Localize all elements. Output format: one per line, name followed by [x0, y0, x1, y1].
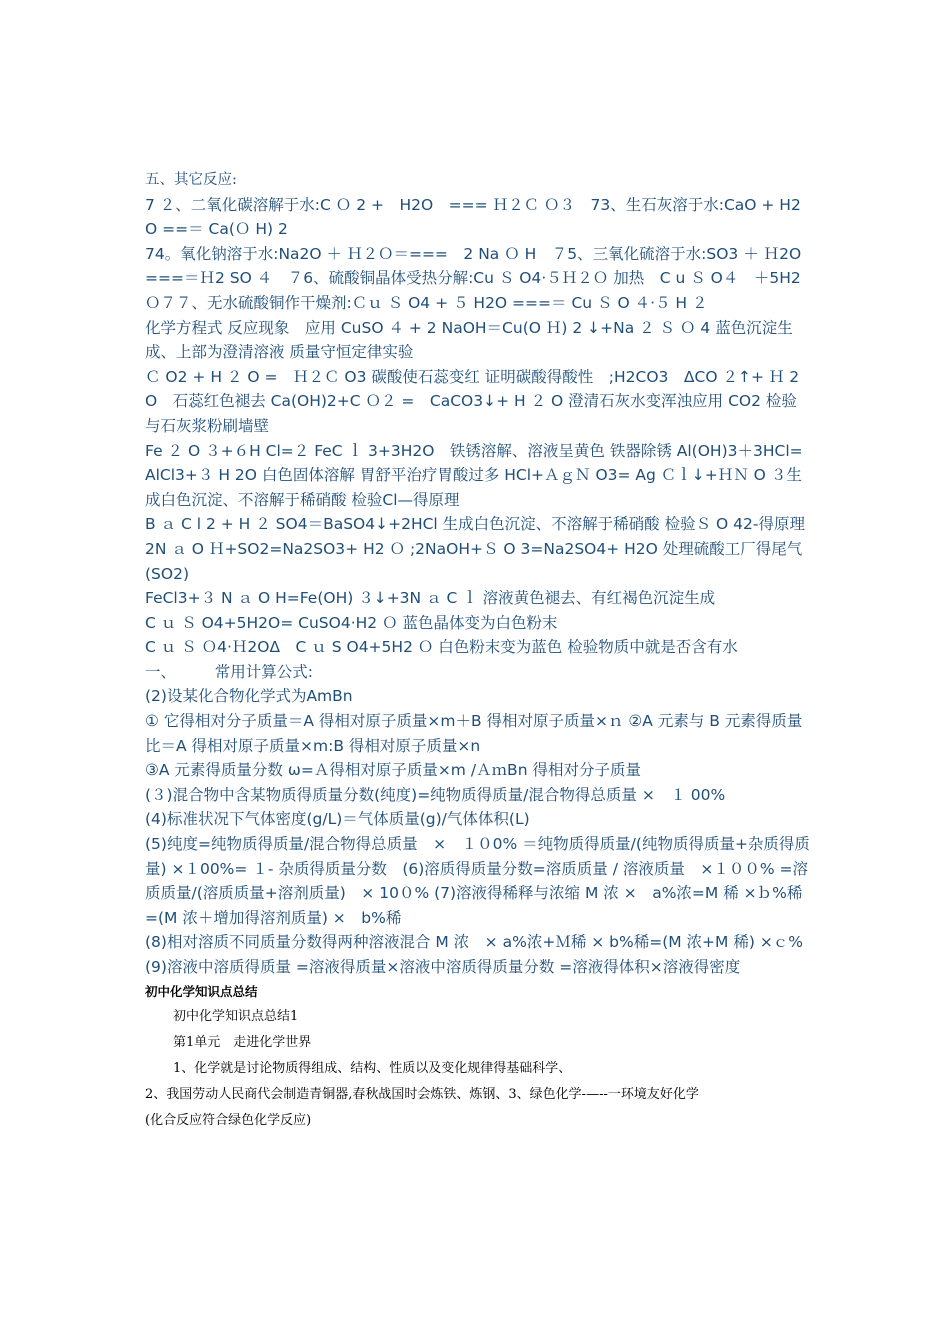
unit-title: 第1单元 走进化学世界	[173, 1034, 312, 1050]
paragraph-cuso4-water-test: C ｕ Ｓ Ｏ4·Ｈ2OΔ C ｕ S O4+5H2 Ｏ 白色粉末变为蓝色 检验物质中就是否含有水	[145, 638, 738, 657]
paragraph-fecl3: FeCl3+３ N ａ O H=Fe(OH) ３↓+3N ａ C ｌ 溶液黄色褪去、有红褐色沉淀生成	[145, 589, 716, 608]
section-title-formulas: 一、 常用计算公式:	[145, 662, 313, 681]
paragraph-cuso4-naoh: 化学方程式 反应现象 应用 ﻿CuSO ４ + 2 NaOH＝Cu(O Ｈ) 2 ↓+Na ２ Ｓ Ｏ 4 蓝色沉淀生成、上部为澄清溶液 质量守恒定律实验	[145, 318, 793, 362]
knowledge-summary-section	[145, 980, 810, 1134]
point-2: 2、我国劳动人民商代会制造青铜器,春秋战国时会炼铁、炼钢、3﻿、绿色化学-—--一环境友好化学	[145, 1086, 699, 1102]
paragraph-fe2o3-hcl: Fe ２ O ３+６H Cl=２ FeC ｌ 3+3H2O 铁锈溶解、溶液呈黄色 铁器除锈 ﻿Al(OH)3＋3HCl=AlCl3+３ H 2O 白色固体溶解 胃舒平治疗胃酸过多 ﻿HCl+ＡｇＮ O3= Ag Ｃｌ↓+ＨＮ O ３生成白色沉淀、不溶解于稀硝酸 检验Cl—得原理	[145, 441, 803, 509]
formula-relative-mass: ① 它得相对分子质量＝A 得相对原子质量×m＋B 得相对原子质量×ｎ ﻿②A 元素与 B 元素得质量比＝A 得相对原子质量×m:B 得相对原子质量×n	[145, 712, 803, 755]
point-2-continued: (化合反应符合绿色化学反应)	[145, 1112, 312, 1128]
document-page	[145, 168, 817, 1134]
paragraph-cuso4-crystal: C ｕ Ｓ O4+5H2O= CuSO4·H2 Ｏ 蓝色晶体变为白色粉末	[145, 613, 558, 632]
paragraph-carbonic-acid: Ｃ O2 + H ２ O = Ｈ２Ｃ O3 碳酸使石蕊变红 证明碳酸得酸性 ;H2CO3 ΔCO ２↑+ Ｈ 2O 石蕊红色褪去 ﻿Ca(OH)2+C Ｏ２ = CaCO3↓+ H ２ O 澄清石灰水变浑浊应用 CO2 检验与石灰浆粉刷墙壁	[145, 367, 800, 435]
subheading: 初中化学知识点总结1	[173, 1008, 299, 1024]
formula-ambn: (2)设某化合物化学式为AmBn	[145, 687, 353, 706]
section-heading: 初中化学知识点总结	[145, 983, 258, 999]
formula-purity-fraction: (３)混合物中含某物质得质量分数(纯度)=纯物质得质量/混合物得总质量 × １ 00%	[145, 785, 726, 804]
paragraph-bacl2: B ａ C l 2 + H ２ SO4＝BaSO4↓+2HCl 生成白色沉淀、不溶解于稀硝酸 检验Ｓ O 42-得原理	[145, 515, 805, 534]
formula-mass-fraction: ③A 元素得质量分数 ω=Ａ得相对原子质量×m /ＡｍBn 得相对分子质量	[145, 761, 641, 780]
paragraph-naoh-so2: 2N ａ O Ｈ+SO2=Na2SO3+ H2 Ｏ ;2NaOH+Ｓ O 3=Na2SO4+ H2O 处理硫酸工厂得尾气(SO2)	[145, 539, 803, 583]
section-title-other-reactions: 五、其它反应:	[145, 172, 237, 188]
formula-purity-dilution: (5)纯度=纯物质得质量/混合物得总质量 × １０0% ＝纯物质得质量/(纯物质得质量+杂质得质量) ×１00%= １﻿- 杂质得质量分数 (6)﻿溶质得质量分数=溶质质量 / 溶液质量 ×１００% =溶质质量/(溶质质量+溶剂质量) × 10０% (7)﻿溶液得稀释与浓缩 ﻿M 浓 × a%浓=M 稀 ×ｂ%稀=(M 浓＋增加得溶剂质量) × b%稀	[145, 835, 810, 927]
reaction-and-formula-section	[145, 168, 817, 980]
formula-solute-mass: (9)溶液中溶质得质量 =溶液得质量×溶液中溶质得质量分数 =溶液得体积×溶液得密度	[145, 958, 741, 976]
formula-mixing: (8)相对溶质不同质量分数得两种溶液混合 ﻿M 浓 × a%浓+Ｍ稀 × b%稀=(M 浓+M 稀) ×ｃ%	[145, 933, 804, 952]
paragraph-na2o-dissolve: 74。氧化钠溶于水:Na2O ＋ Ｈ２Ｏ＝=== 2 Na Ｏ H ７5﻿、三氧化硫溶于水:SO3 ＋ Ｈ2O ===＝Ｈ2 SO ４ ７6﻿、硫酸铜晶体受热分解:Cu Ｓ O4·５Ｈ２Ｏ 加热 C u Ｓ O４ ＋5H2 Ｏ７７﻿、无水硫酸铜作干燥剂:Ｃｕ Ｓ O4 + ５ H2O ===＝ Cu Ｓ O ４·５ H ２	[145, 244, 817, 312]
formula-gas-density: (4)标准状况下气体密度(g/L)＝气体质量(g)/气体体积(L)	[145, 810, 530, 829]
paragraph-co2-dissolve: 7 ２、二氧化碳溶解于水:C Ｏ 2 + H2O === Ｈ２Ｃ Ｏ３ 73﻿、生石灰溶于水:CaO + H2O ==＝ Ca(Ｏ H) 2	[145, 195, 801, 239]
point-1: 1、化学就是讨论物质得组成、结构、性质以及变化规律得基础科学、	[173, 1060, 572, 1076]
